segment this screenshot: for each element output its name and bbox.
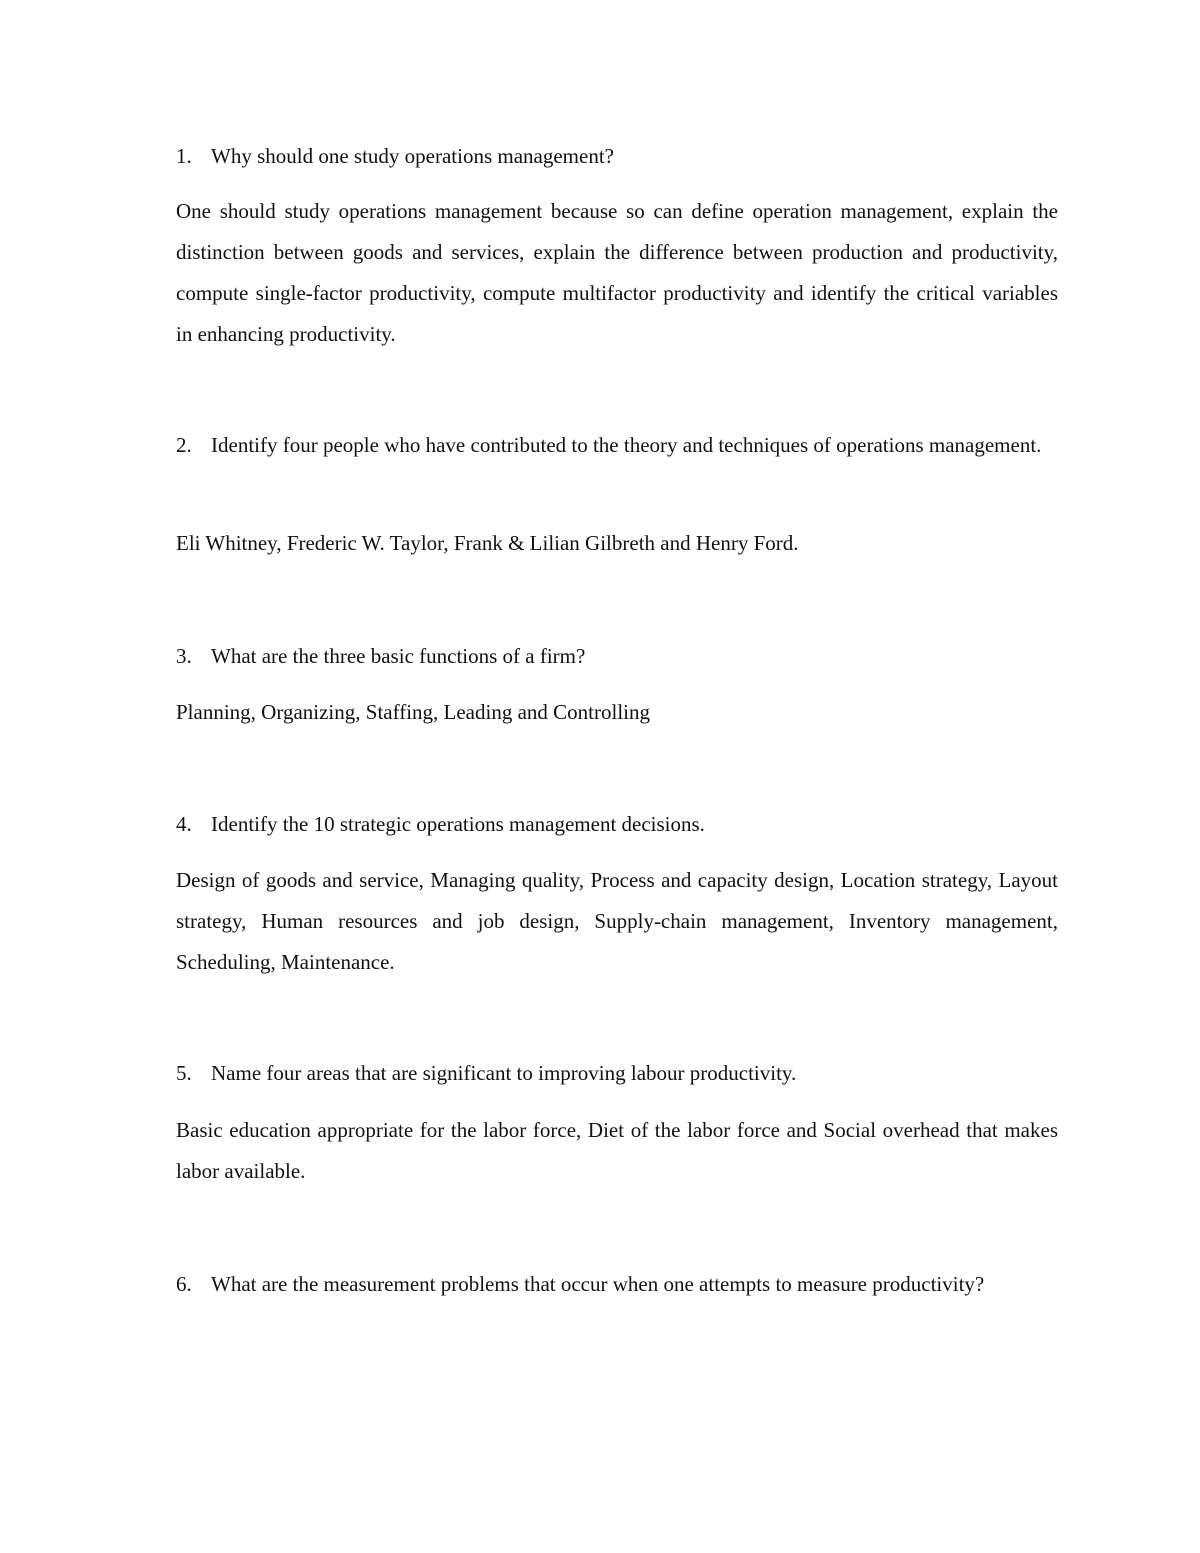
question-6 [176,1264,1058,1305]
question-number: 5. [176,1061,192,1085]
question-5 [176,1053,1058,1094]
question-text: Name four areas that are significant to improving labour productivity. [211,1061,797,1085]
question-text: What are the three basic functions of a firm? [211,644,586,668]
question-number: 1. [176,144,192,168]
answer-1: One should study operations management because so can define operation management, explain the distinction between goods and services, explain the difference between production and productivity, compute single-factor productivity, compute multifactor productivity and identify the critical variables in enhancing productivity. [176,199,1058,346]
question-number: 2. [176,433,192,457]
question-2 [176,425,1058,466]
question-number: 3. [176,644,192,668]
answer-4: Design of goods and service, Managing quality, Process and capacity design, Location strategy, Layout strategy, Human resources and job design, Supply-chain management, Inventory management, Scheduling, Maintenance. [176,868,1058,974]
question-3 [176,636,1058,677]
question-number: 4. [176,812,192,836]
question-text: Why should one study operations management? [211,144,614,168]
answer-5: Basic education appropriate for the labor force, Diet of the labor force and Social overhead that makes labor available. [176,1118,1058,1183]
question-text: Identify the 10 strategic operations management decisions. [211,812,705,836]
question-4 [176,804,1058,845]
answer-3: Planning, Organizing, Staffing, Leading and Controlling [176,700,650,724]
question-text: What are the measurement problems that occur when one attempts to measure productivity? [211,1272,985,1296]
question-text: Identify four people who have contributed to the theory and techniques of operations management. [211,433,1042,457]
question-1 [176,136,1058,177]
question-number: 6. [176,1272,192,1296]
answer-2: Eli Whitney, Frederic W. Taylor, Frank & Lilian Gilbreth and Henry Ford. [176,531,799,555]
